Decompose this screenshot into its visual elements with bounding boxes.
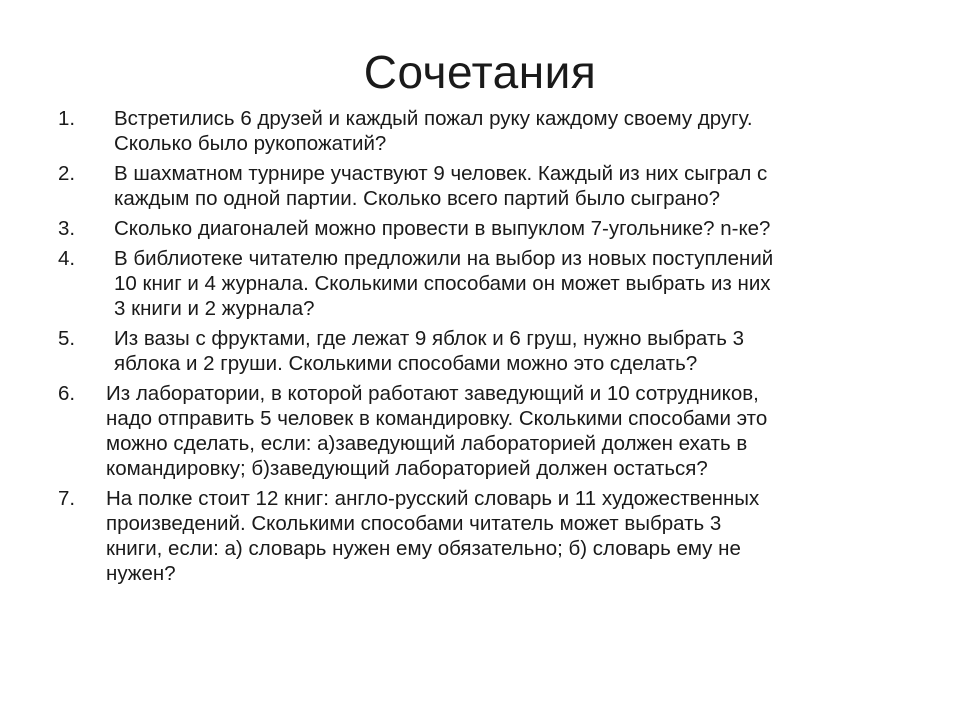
item-number: 2. (58, 162, 76, 185)
item-number: 5. (58, 327, 76, 350)
item-text: Встретились 6 друзей и каждый пожал руку каждому своему другу. Сколько было рукопожатий? (114, 107, 753, 155)
list-item (58, 486, 918, 586)
list-item (58, 106, 918, 156)
item-text: На полке стоит 12 книг: англо-русский словарь и 11 художественных произведений. Сколькими способами читатель может выбрать 3 книги, если: а) словарь нужен ему обязательно; б) словарь ему не нужен? (106, 487, 760, 585)
item-text: Сколько диагоналей можно провести в выпуклом 7-угольнике? n-ке? (114, 217, 771, 240)
problem-list (58, 106, 918, 591)
item-text: В библиотеке читателю предложили на выбор из новых поступлений 10 книг и 4 журнала. Сколькими способами он может выбрать из них 3 книги и 2 журнала? (114, 247, 774, 320)
list-item (58, 326, 918, 376)
item-text: В шахматном турнире участвуют 9 человек. Каждый из них сыграл с каждым по одной партии. Сколько всего партий было сыграно? (114, 162, 768, 210)
list-item (58, 161, 918, 211)
item-text: Из вазы с фруктами, где лежат 9 яблок и 6 груш, нужно выбрать 3 яблока и 2 груши. Сколькими способами можно это сделать? (114, 327, 744, 375)
list-item (58, 216, 918, 241)
item-number: 6. (58, 382, 76, 405)
item-number: 4. (58, 247, 76, 270)
item-number: 3. (58, 217, 76, 240)
item-text: Из лаборатории, в которой работают заведующий и 10 сотрудников, надо отправить 5 человек в командировку. Сколькими способами это можно сделать, если: а)заведующий лабораторией должен ехать в командировку; б)заведующий лабораторией должен остаться? (106, 382, 768, 480)
item-number: 1. (58, 107, 76, 130)
slide-title: Сочетания (363, 46, 597, 98)
list-item (58, 381, 918, 481)
list-item (58, 246, 918, 321)
item-number: 7. (58, 487, 76, 510)
